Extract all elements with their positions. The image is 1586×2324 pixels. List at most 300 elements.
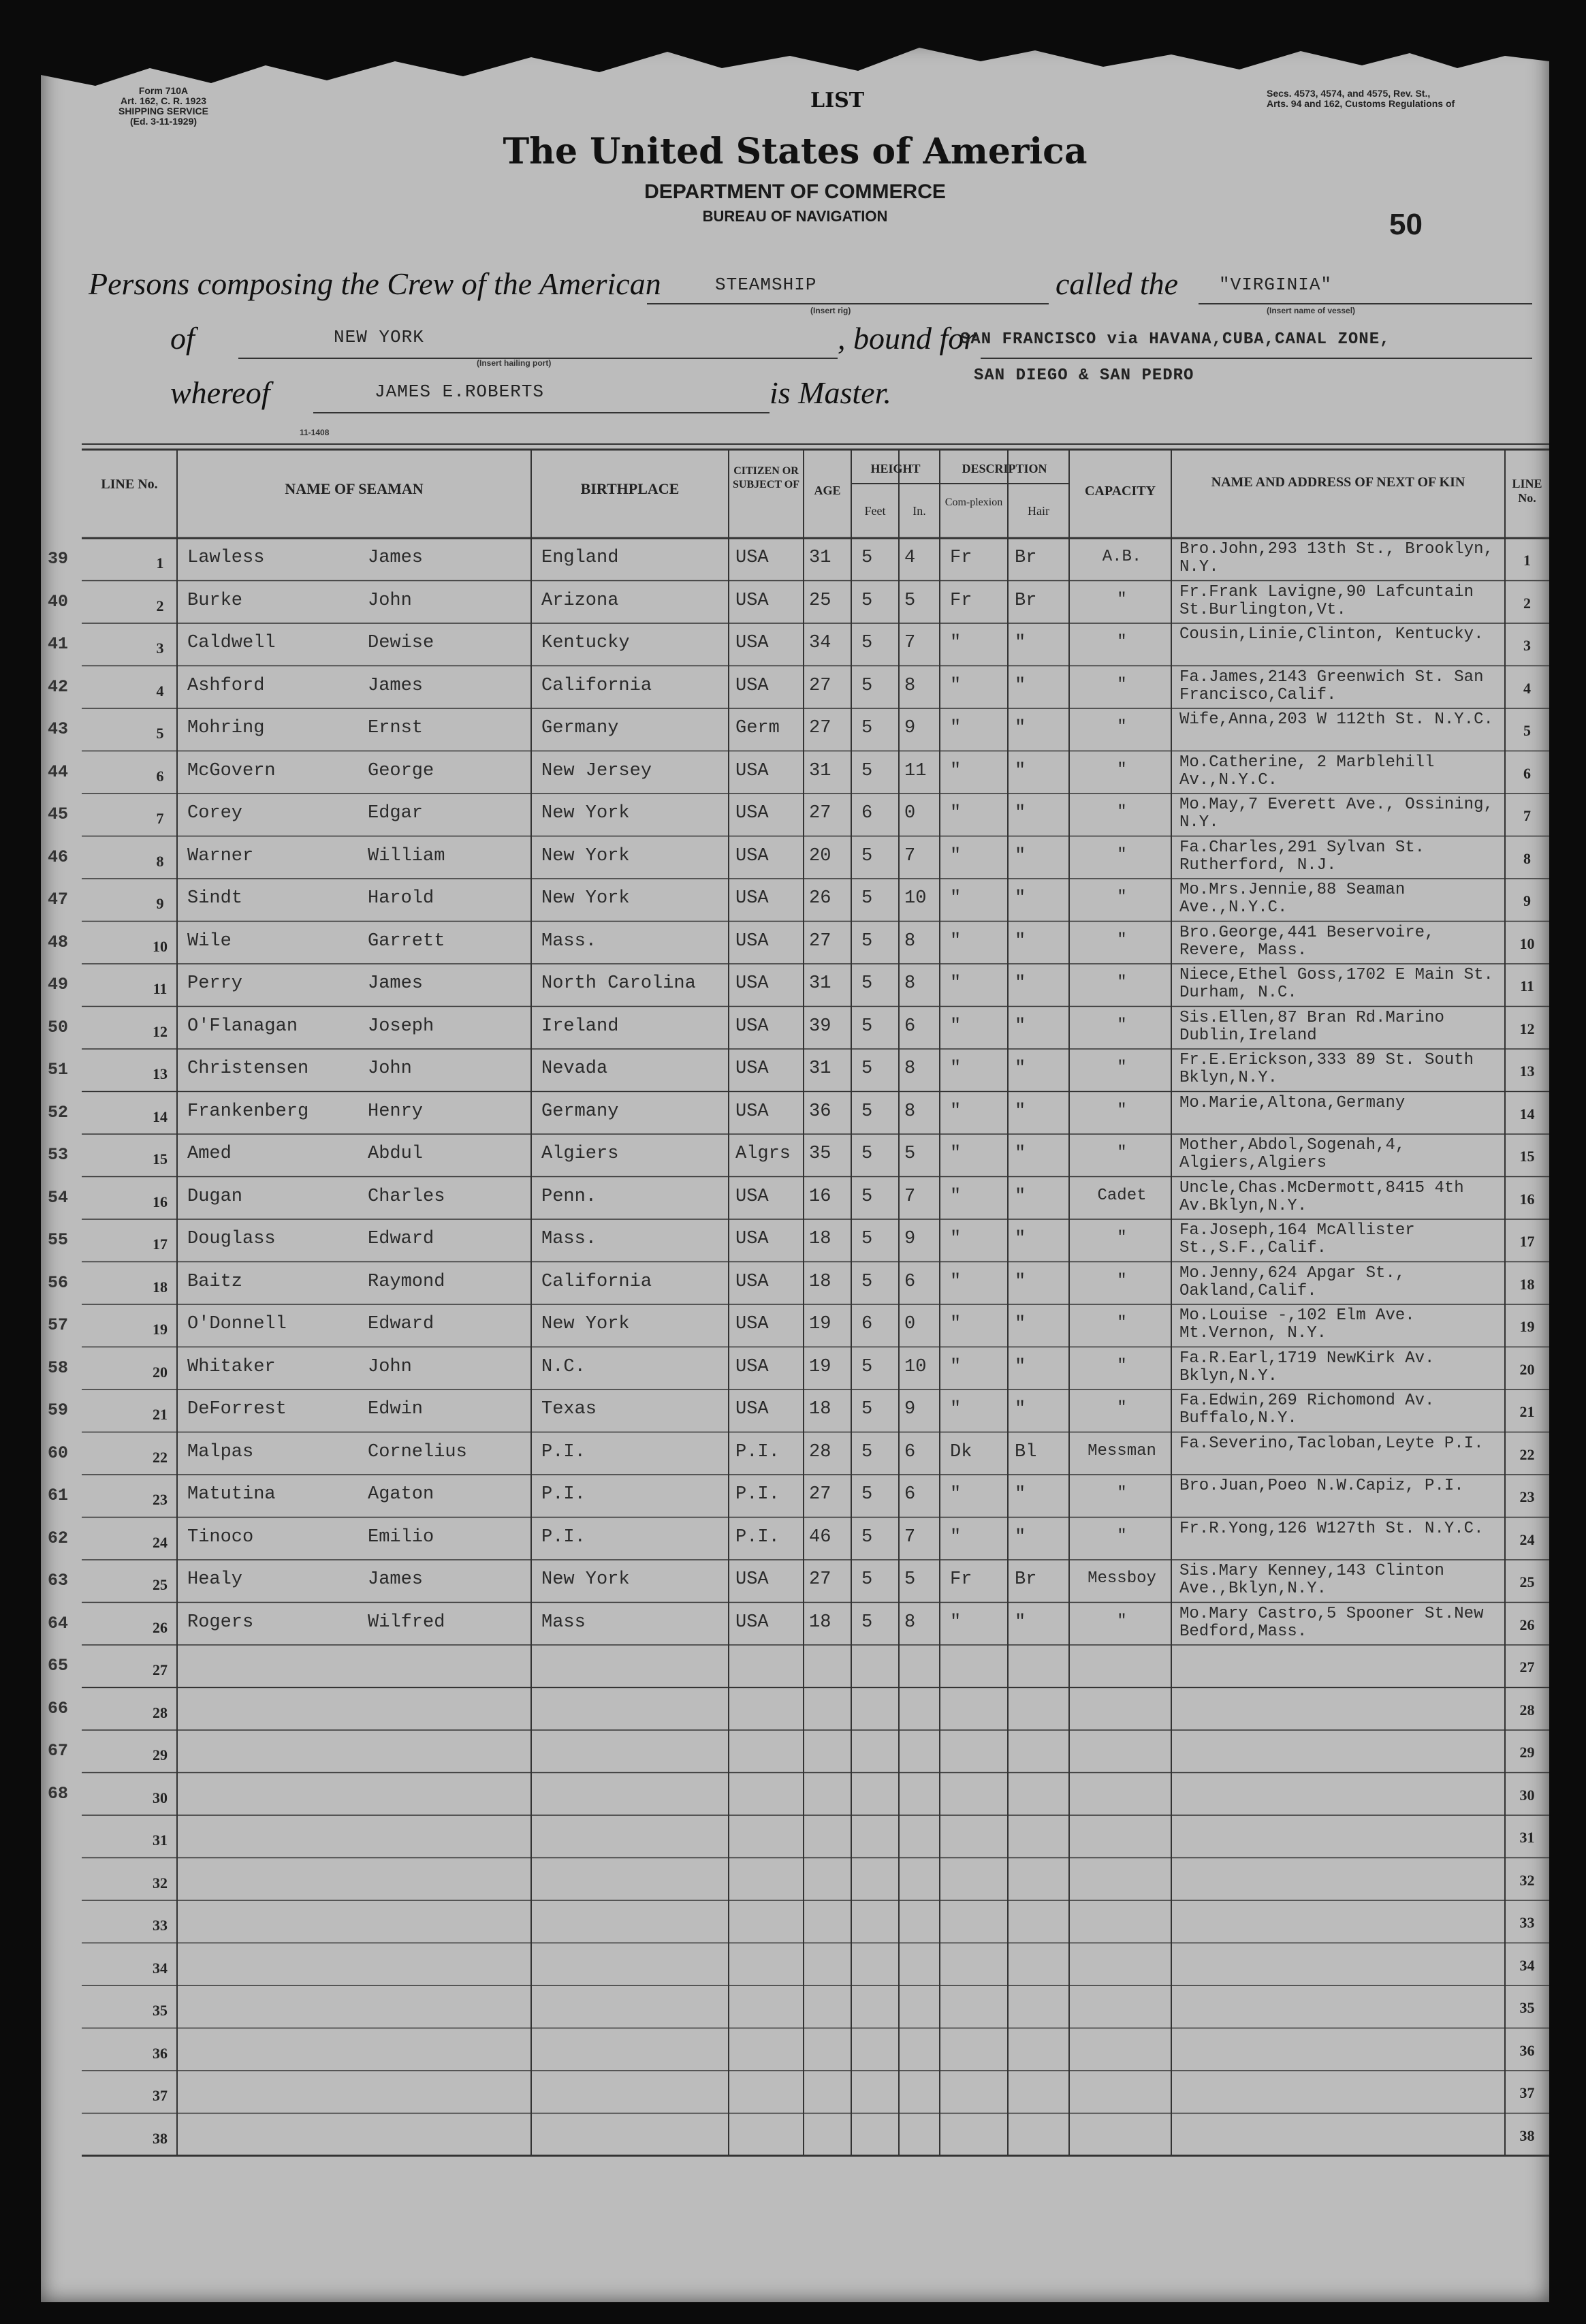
height-feet: 5 [861,1441,873,1462]
age: 27 [809,1569,831,1590]
hair: " [1015,803,1026,823]
age: 35 [809,1144,831,1164]
line-number: 16 [153,1193,168,1210]
complexion: Dk [950,1441,972,1462]
seaman-surname: Baitz [187,1271,243,1292]
line-number-right: 11 [1520,977,1534,994]
height-inches: 7 [904,633,916,653]
seaman-surname: Christensen [187,1058,309,1079]
complexion: " [950,1058,962,1079]
hair: " [1015,1356,1026,1377]
line-number-right: 16 [1519,1190,1535,1208]
next-of-kin: Mo.Marie,Altona,Germany [1179,1094,1406,1112]
hair: " [1015,1229,1026,1249]
line-number-right: 21 [1519,1403,1535,1420]
seaman-given-name: James [368,675,424,696]
citizenship: USA [735,1229,769,1249]
height-inches: 10 [904,1356,927,1377]
master-name: JAMES E.ROBERTS [375,381,545,402]
line-number: 5 [156,725,164,742]
line-number-right: 25 [1519,1573,1535,1590]
height-feet: 5 [861,1399,873,1419]
age: 31 [809,760,831,781]
line-number: 21 [153,1406,168,1423]
seaman-surname: Sindt [187,888,243,909]
age: 36 [809,1101,831,1122]
seaman-surname: Tinoco [187,1526,254,1548]
hair: " [1015,1271,1026,1292]
line-number: 15 [153,1150,168,1167]
seaman-given-name: James [368,973,424,994]
bound-for-label: , bound for [838,321,977,356]
citizenship: USA [735,1186,769,1207]
sequence-number: 47 [48,890,69,909]
complexion: " [950,1186,962,1207]
complexion: Fr [950,1569,972,1590]
height-inches: 7 [904,1186,916,1207]
hair: " [1015,1314,1026,1334]
height-inches: 8 [904,675,916,696]
height-inches: 6 [904,1484,916,1505]
height-inches: 5 [904,1569,916,1590]
age: 31 [809,973,831,994]
hair: " [1015,718,1026,738]
height-inches: 0 [904,803,916,823]
line-number-right: 31 [1519,1829,1535,1846]
birthplace: Texas [541,1399,597,1419]
seaman-surname: Caldwell [187,633,276,653]
height-feet: 5 [861,1144,873,1164]
hair: " [1015,760,1026,781]
hair: " [1015,930,1026,952]
age: 16 [809,1186,831,1207]
height-inches: 8 [904,1058,916,1079]
sequence-number: 46 [48,847,69,867]
seaman-surname: McGovern [187,760,276,781]
capacity: " [1117,1271,1127,1290]
capacity: Messboy [1088,1569,1156,1588]
col-complexion: Com-plexion [945,497,1003,508]
age: 31 [809,1058,831,1079]
sequence-number: 53 [48,1145,69,1165]
birthplace: Arizona [541,590,619,611]
citizenship: Algrs [735,1144,791,1164]
citizenship: USA [735,1569,769,1590]
line-number: 19 [153,1321,168,1338]
age: 27 [809,803,831,823]
line-number: 7 [156,810,164,827]
birthplace: N.C. [541,1356,586,1377]
height-feet: 5 [861,1271,873,1292]
next-of-kin: Mo.Mrs.Jennie,88 Seaman Ave.,N.Y.C. [1179,881,1406,917]
height-inches: 6 [904,1271,916,1292]
seaman-given-name: John [368,1058,412,1079]
vessel-rig: STEAMSHIP [715,274,817,295]
line-number-right: 8 [1523,849,1531,867]
height-inches: 8 [904,930,916,952]
height-feet: 6 [861,803,873,823]
crew-of-label: Persons composing the Crew of the American [89,266,661,301]
capacity: Messman [1088,1441,1156,1460]
height-feet: 5 [861,1484,873,1505]
height-feet: 5 [861,1526,873,1548]
sequence-number: 65 [48,1656,69,1676]
age: 28 [809,1441,831,1462]
hair: " [1015,1016,1026,1037]
line-number-right: 20 [1519,1360,1535,1378]
seaman-surname: Ashford [187,675,265,696]
citizenship: USA [735,1271,769,1292]
birthplace: Mass. [541,1229,597,1249]
destination-line-2: SAN DIEGO & SAN PEDRO [974,366,1194,385]
complexion: Fr [950,548,972,568]
birthplace: Mass. [541,930,597,952]
height-inches: 8 [904,1101,916,1122]
citizenship: USA [735,1101,769,1122]
complexion: " [950,675,962,696]
sequence-number: 61 [48,1486,69,1505]
age: 18 [809,1612,831,1633]
next-of-kin: Mo.Catherine, 2 Marblehill Av.,N.Y.C. [1179,753,1435,789]
next-of-kin: Wife,Anna,203 W 112th St. N.Y.C. [1179,711,1493,729]
seaman-surname: Whitaker [187,1356,276,1377]
line-number: 12 [153,1022,168,1040]
seaman-given-name: Harold [368,888,434,909]
age: 18 [809,1271,831,1292]
seaman-given-name: Garrett [368,930,445,952]
col-name: NAME OF SEAMAN [285,480,424,497]
birthplace: New York [541,803,630,823]
birthplace: England [541,548,619,568]
next-of-kin: Mo.Jenny,624 Apgar St., Oakland,Calif. [1179,1264,1406,1300]
birthplace: New Jersey [541,760,652,781]
citizenship: USA [735,675,769,696]
hair: " [1015,1484,1026,1505]
citizenship: P.I. [735,1441,780,1462]
seaman-surname: Amed [187,1144,232,1164]
is-master-label: is Master. [770,375,891,410]
line-number: 18 [153,1278,168,1296]
height-inches: 9 [904,718,916,738]
line-number: 13 [153,1065,168,1082]
sequence-number: 67 [48,1741,69,1761]
seaman-surname: Malpas [187,1441,254,1462]
line-number: 26 [153,1618,168,1636]
citizenship: USA [735,1016,769,1037]
sequence-number: 64 [48,1613,69,1633]
age: 20 [809,845,831,866]
vessel-name-caption: (Insert name of vessel) [1267,306,1356,315]
line-number-right: 27 [1519,1659,1535,1676]
age: 26 [809,888,831,909]
sequence-number: 58 [48,1357,69,1378]
citizenship: USA [735,1314,769,1334]
complexion: " [950,845,962,866]
height-feet: 5 [861,1101,873,1122]
seaman-surname: Douglass [187,1229,276,1249]
sequence-number: 39 [48,549,69,569]
seaman-surname: Healy [187,1569,243,1590]
sequence-number: 43 [48,719,69,739]
height-feet: 5 [861,590,873,611]
sequence-number: 68 [48,1783,69,1804]
capacity: " [1117,760,1127,779]
hair: " [1015,1058,1026,1079]
height-feet: 5 [861,760,873,781]
hair: " [1015,1612,1026,1633]
complexion: " [950,718,962,738]
birthplace: Kentucky [541,633,630,653]
birthplace: Penn. [541,1186,597,1207]
next-of-kin: Sis.Mary Kenney,143 Clinton Ave.,Bklyn,N.Y. [1179,1563,1444,1598]
next-of-kin: Cousin,Linie,Clinton, Kentucky. [1179,626,1484,644]
line-number-right: 4 [1523,679,1531,697]
height-feet: 5 [861,845,873,866]
complexion: " [950,1399,962,1419]
next-of-kin: Fr.Frank Lavigne,90 Lafcuntain St.Burlington,Vt. [1179,583,1474,619]
birthplace: New York [541,888,630,909]
complexion: " [950,1356,962,1377]
seaman-given-name: George [368,760,434,781]
line-number-right: 38 [1519,2126,1535,2144]
sequence-number: 50 [48,1017,69,1037]
capacity: " [1117,1101,1127,1120]
seaman-given-name: Edgar [368,803,424,823]
line-number: 28 [153,1703,168,1721]
form-article: Art. 162, C. R. 1923 [120,95,207,106]
line-number-right: 26 [1519,1616,1535,1633]
age: 19 [809,1356,831,1377]
capacity: " [1117,1058,1127,1077]
capacity: " [1117,803,1127,821]
height-inches: 9 [904,1229,916,1249]
hair: " [1015,675,1026,696]
seaman-given-name: William [368,845,445,866]
height-inches: 0 [904,1314,916,1334]
complexion: " [950,930,962,952]
line-number: 14 [153,1108,168,1125]
citizenship: USA [735,590,769,611]
sequence-number: 66 [48,1698,69,1718]
bureau: BUREAU OF NAVIGATION [702,208,888,225]
seaman-given-name: Abdul [368,1144,424,1164]
citizenship: USA [735,1399,769,1419]
capacity: " [1117,590,1127,609]
height-inches: 7 [904,845,916,866]
seaman-surname: Perry [187,973,243,994]
line-number: 24 [153,1533,168,1551]
seaman-surname: Mohring [187,718,265,738]
seaman-given-name: Raymond [368,1271,445,1292]
line-number: 34 [153,1959,168,1977]
complexion: " [950,1101,962,1122]
citizenship: USA [735,633,769,653]
col-capacity: CAPACITY [1084,484,1156,499]
seaman-given-name: Ernst [368,718,424,738]
capacity: " [1117,1314,1127,1332]
capacity: " [1117,845,1127,864]
seaman-surname: Dugan [187,1186,243,1207]
document-title: The United States of America [503,131,1088,172]
age: 18 [809,1229,831,1249]
height-feet: 6 [861,1314,873,1334]
line-number-right: 2 [1523,594,1531,612]
height-inches: 8 [904,973,916,994]
line-number-right: 3 [1523,637,1531,654]
birthplace: Germany [541,718,619,738]
seaman-given-name: James [368,548,424,568]
line-number-right: 34 [1519,1956,1535,1974]
birthplace: Mass [541,1612,586,1633]
capacity: " [1117,633,1127,651]
birthplace: New York [541,1569,630,1590]
seaman-given-name: Edward [368,1314,434,1334]
line-number: 3 [156,640,164,657]
line-number-right: 22 [1519,1445,1535,1463]
seaman-surname: Burke [187,590,243,611]
next-of-kin: Fa.Joseph,164 McAllister St.,S.F.,Calif. [1179,1222,1415,1257]
line-number-right: 32 [1519,1871,1535,1889]
line-number-right: 18 [1519,1275,1535,1293]
print-code: 11-1408 [300,428,330,437]
capacity: " [1117,718,1127,736]
sequence-number: 42 [48,676,69,697]
birthplace: Algiers [541,1144,619,1164]
line-number: 29 [153,1746,168,1763]
birthplace: P.I. [541,1526,586,1548]
next-of-kin: Bro.George,441 Beservoire, Revere, Mass. [1179,924,1435,960]
age: 46 [809,1526,831,1548]
height-inches: 5 [904,1144,916,1164]
hailing-port: NEW YORK [334,327,424,347]
capacity: " [1117,675,1127,694]
age: 25 [809,590,831,611]
hair: " [1015,1399,1026,1419]
form-service: SHIPPING SERVICE [118,106,208,116]
age: 39 [809,1016,831,1037]
height-inches: 7 [904,1526,916,1548]
capacity: A.B. [1102,548,1142,566]
next-of-kin: Bro.Juan,Poeo N.W.Capiz, P.I. [1179,1477,1464,1495]
next-of-kin: Mo.May,7 Everett Ave., Ossining, N.Y. [1179,796,1493,832]
line-number-right: 29 [1519,1744,1535,1761]
line-number-right: 36 [1519,2041,1535,2059]
line-number: 9 [156,895,164,912]
col-inches: In. [913,504,926,518]
sequence-number: 55 [48,1230,69,1250]
line-number-right: 10 [1519,935,1535,952]
complexion: " [950,1271,962,1292]
sequence-number: 52 [48,1102,69,1122]
line-number-right: 14 [1519,1105,1535,1122]
of-label: of [170,321,195,356]
complexion: " [950,1526,962,1548]
height-feet: 5 [861,888,873,909]
seaman-surname: Lawless [187,548,265,568]
sequence-number: 56 [48,1272,69,1293]
age: 19 [809,1314,831,1334]
next-of-kin: Fa.R.Earl,1719 NewKirk Av. Bklyn,N.Y. [1179,1349,1435,1385]
height-inches: 8 [904,1612,916,1633]
height-inches: 6 [904,1441,916,1462]
birthplace: California [541,675,652,696]
sequence-number: 51 [48,1060,69,1080]
hair: " [1015,845,1026,866]
seaman-given-name: Charles [368,1186,445,1207]
seaman-surname: Warner [187,845,254,866]
age: 18 [809,1399,831,1419]
seaman-surname: O'Donnell [187,1314,287,1334]
hair: " [1015,1526,1026,1548]
capacity: " [1117,1526,1127,1545]
vessel-name: "VIRGINIA" [1219,274,1333,295]
capacity: " [1117,888,1127,907]
seaman-given-name: Agaton [368,1484,434,1505]
line-number: 20 [153,1363,168,1381]
capacity: " [1117,1229,1127,1247]
whereof-label: whereof [170,375,270,410]
sequence-number: 63 [48,1571,69,1590]
next-of-kin: Mo.Louise -,102 Elm Ave. Mt.Vernon, N.Y. [1179,1307,1415,1342]
seaman-surname: Wile [187,930,232,952]
height-feet: 5 [861,1016,873,1037]
line-number: 32 [153,1874,168,1891]
line-number: 23 [153,1491,168,1508]
sequence-number: 54 [48,1187,69,1208]
next-of-kin: Niece,Ethel Goss,1702 E Main St. Durham, N.C. [1179,967,1493,1002]
hair: " [1015,1101,1026,1122]
line-number-right: 35 [1519,1999,1535,2016]
line-number-right: 30 [1519,1786,1535,1804]
seaman-given-name: Cornelius [368,1441,467,1462]
capacity: " [1117,973,1127,992]
next-of-kin: Mo.Mary Castro,5 Spooner St.New Bedford,Mass. [1179,1605,1484,1641]
sequence-number: 59 [48,1400,69,1420]
seaman-given-name: Edward [368,1229,434,1249]
height-feet: 5 [861,1229,873,1249]
next-of-kin: Fa.Charles,291 Sylvan St. Rutherford, N.J. [1179,838,1425,875]
line-number: 2 [156,597,164,614]
col-birthplace: BIRTHPLACE [580,480,680,497]
sequence-number: 41 [48,634,69,654]
next-of-kin: Fa.James,2143 Greenwich St. San Francisco,Calif. [1179,668,1484,704]
col-description: DESCRIPTION [962,462,1047,475]
age: 31 [809,548,831,568]
col-height: HEIGHT [870,462,921,475]
sequence-number: 48 [48,932,69,952]
line-number: 22 [153,1448,168,1466]
sequence-number: 62 [48,1528,69,1548]
line-number: 4 [156,682,164,700]
line-number: 10 [153,937,168,955]
seaman-given-name: Joseph [368,1016,434,1037]
destination: SAN FRANCISCO via HAVANA,CUBA,CANAL ZONE, [960,330,1391,349]
line-number-right: 33 [1519,1914,1535,1931]
citizenship: USA [735,1058,769,1079]
next-of-kin: Mother,Abdol,Sogenah,4, Algiers,Algiers [1179,1137,1406,1172]
hair: " [1015,633,1026,653]
form-customs-arts: Arts. 94 and 162, Customs Regulations of [1267,98,1455,109]
line-number: 8 [156,852,164,870]
hair: " [1015,973,1026,994]
complexion: " [950,1314,962,1334]
col-next-of-kin: NAME AND ADDRESS OF NEXT OF KIN [1211,475,1465,490]
line-number: 36 [153,2044,168,2062]
citizenship: USA [735,1356,769,1377]
birthplace: New York [541,1314,630,1334]
height-feet: 5 [861,1186,873,1207]
next-of-kin: Bro.John,293 13th St., Brooklyn, N.Y. [1179,541,1493,576]
